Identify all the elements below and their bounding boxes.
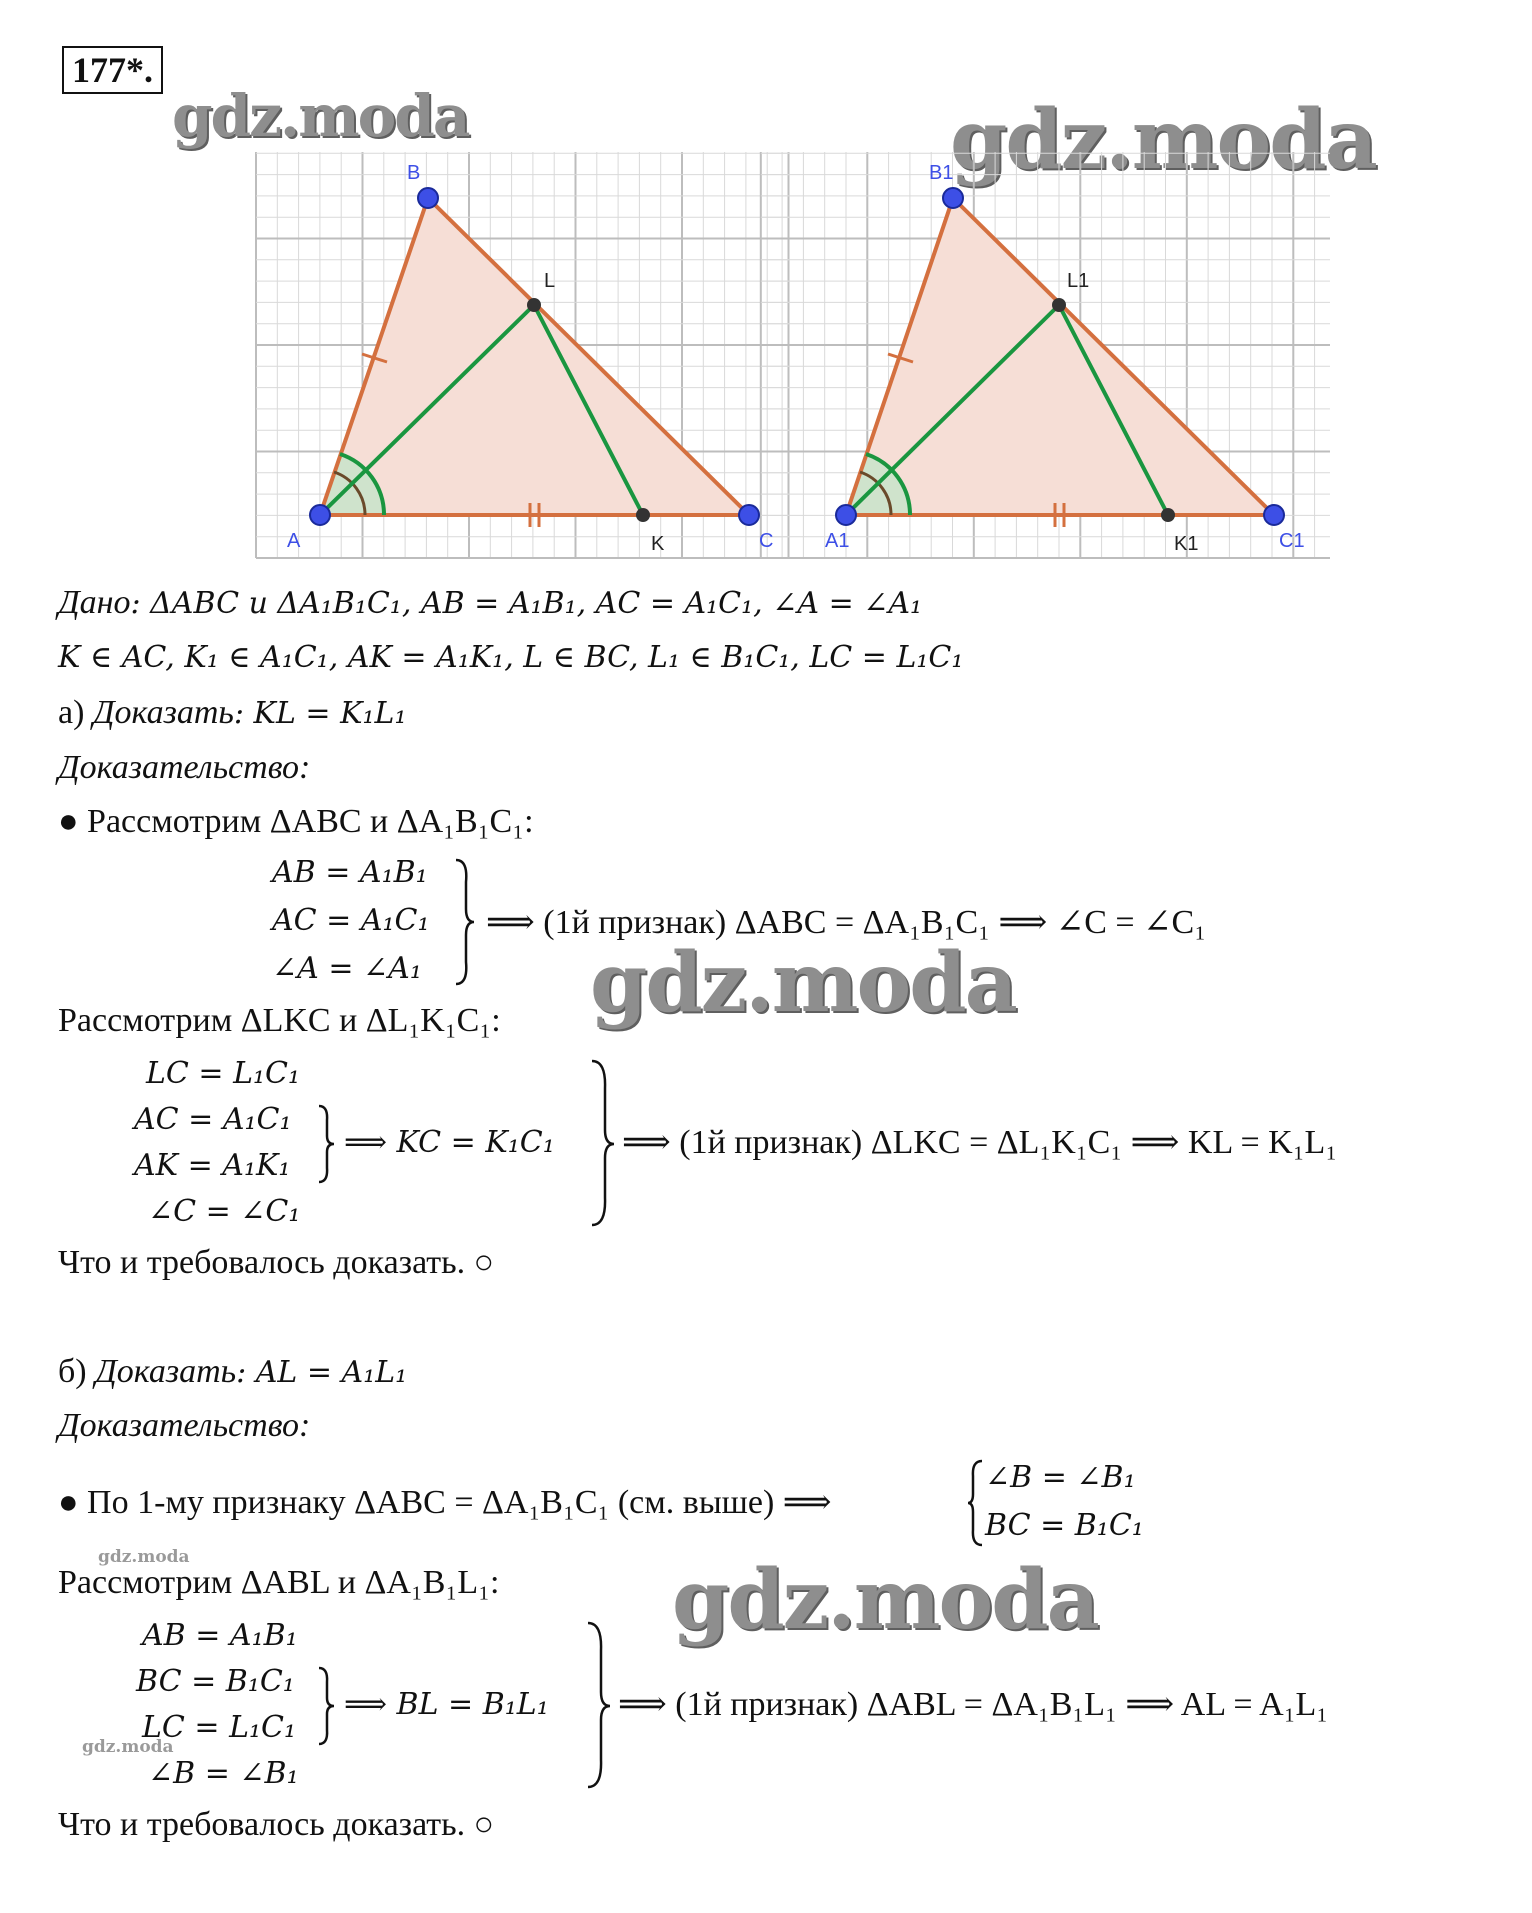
given-label: Дано xyxy=(58,584,131,621)
part-b-step1-brace xyxy=(966,1458,986,1548)
part-b-end: Что и требовалось доказать. ○ xyxy=(58,1806,495,1843)
given-line-2: K ∈ AC, K₁ ∈ A₁C₁, AK = A₁K₁, L ∈ BC, L₁ ∈ B₁C₁, LC = L₁C₁ xyxy=(58,640,964,675)
label-b: B xyxy=(407,162,421,184)
part-a-sys2-inner-1: AC = A₁C₁ xyxy=(134,1102,292,1137)
part-b-claim: : AL = A₁L₁ xyxy=(236,1355,408,1390)
part-b-sys-outer-top: AB = A₁B₁ xyxy=(142,1618,298,1653)
part-a-sys1-result: ⟹ (1й признак) ΔABC = ΔA₁B₁C₁ ⟹ ∠C = ∠C₁ xyxy=(486,904,1207,941)
part-a-sys1-row-1: AB = A₁B₁ xyxy=(272,855,428,890)
part-a-heading xyxy=(58,693,406,734)
part-a-prefix: а) xyxy=(58,694,93,731)
part-b-label: Доказать xyxy=(95,1353,237,1390)
label-a1: A1 xyxy=(825,530,850,552)
vertex-a1 xyxy=(836,505,856,525)
label-c: C xyxy=(759,530,774,552)
label-k1: K1 xyxy=(1174,533,1199,555)
watermark-top-right: gdz.moda xyxy=(950,92,1376,188)
watermark-small-2: gdz.moda xyxy=(82,1737,174,1757)
given-text-1: : ΔABC и ΔA₁B₁C₁, AB = A₁B₁, AC = A₁C₁, ∠A = ∠A₁ xyxy=(130,586,923,621)
part-b-sys-result: ⟹ (1й признак) ΔABL = ΔA₁B₁L₁ ⟹ AL = A₁L₁ xyxy=(618,1686,1329,1723)
part-a-sys2-inner-2: AK = A₁K₁ xyxy=(134,1148,291,1183)
part-a-sys1-row-3: ∠A = ∠A₁ xyxy=(272,951,422,986)
triangles-figure xyxy=(255,150,1355,580)
problem-number: 177*. xyxy=(62,46,163,94)
part-b-heading xyxy=(58,1352,407,1393)
given-line-1 xyxy=(58,583,922,624)
point-l xyxy=(527,298,541,312)
label-b1: B1 xyxy=(929,162,954,184)
label-k: K xyxy=(651,533,665,555)
part-a-proof-label: Доказательство: xyxy=(58,749,311,786)
part-a-step-2: Рассмотрим ΔLKC и ΔL₁K₁C₁: xyxy=(58,1002,501,1039)
part-b-step-1: ● По 1-му признаку ΔABC = ΔA₁B₁C₁ (см. выше) ⟹ xyxy=(58,1484,832,1521)
point-k xyxy=(636,508,650,522)
part-b-step1-sys-1: ∠B = ∠B₁ xyxy=(985,1460,1136,1495)
part-a-sys1-row-2: AC = A₁C₁ xyxy=(272,903,430,938)
point-l1 xyxy=(1052,298,1066,312)
label-l1: L1 xyxy=(1067,270,1090,292)
part-a-label: Доказать xyxy=(92,694,234,731)
part-b-sys-inner-result: ⟹ BL = B₁L₁ xyxy=(344,1687,549,1722)
part-a-sys2-outer-top: LC = L₁C₁ xyxy=(146,1056,301,1091)
part-a-sys2-result: ⟹ (1й признак) ΔLKC = ΔL₁K₁C₁ ⟹ KL = K₁L₁ xyxy=(622,1124,1338,1161)
watermark-top-left: gdz.moda xyxy=(172,82,469,150)
triangle-abc xyxy=(287,162,773,555)
part-b-sys-inner-1: BC = B₁C₁ xyxy=(136,1664,295,1699)
part-b-sys-inner-brace xyxy=(316,1666,338,1746)
part-a-sys1-brace xyxy=(452,857,478,987)
part-b-proof-label: Доказательство: xyxy=(58,1407,311,1444)
part-a-sys2-outer-bottom: ∠C = ∠C₁ xyxy=(148,1194,301,1229)
part-b-sys-outer-bottom: ∠B = ∠B₁ xyxy=(148,1756,299,1791)
watermark-small-1: gdz.moda xyxy=(98,1547,190,1567)
vertex-b1 xyxy=(943,188,963,208)
triangle-a1b1c1 xyxy=(825,162,1305,555)
point-k1 xyxy=(1161,508,1175,522)
part-a-sys2-outer-brace xyxy=(588,1058,618,1228)
part-a-step-1: ● Рассмотрим ΔABC и ΔA₁B₁C₁: xyxy=(58,803,534,840)
part-b-sys-inner-2: LC = L₁C₁ xyxy=(142,1710,297,1745)
label-a: A xyxy=(287,530,301,552)
label-l: L xyxy=(544,270,556,292)
part-b-step1-sys-2: BC = B₁C₁ xyxy=(985,1508,1144,1543)
part-a-sys2-inner-brace xyxy=(316,1104,338,1184)
part-a-end: Что и требовалось доказать. ○ xyxy=(58,1244,495,1281)
vertex-c xyxy=(739,505,759,525)
part-b-step-2: Рассмотрим ΔABL и ΔA₁B₁L₁: xyxy=(58,1564,500,1601)
part-a-sys2-inner-result: ⟹ KC = K₁C₁ xyxy=(344,1125,555,1160)
part-a-claim: : KL = K₁L₁ xyxy=(233,696,407,731)
watermark-lower: gdz.moda xyxy=(672,1552,1098,1648)
vertex-b xyxy=(418,188,438,208)
watermark-middle: gdz.moda xyxy=(590,935,1016,1031)
label-c1: C1 xyxy=(1279,530,1305,552)
part-b-sys-outer-brace xyxy=(584,1620,614,1790)
triangle-abc-fill xyxy=(320,198,749,515)
part-b-prefix: б) xyxy=(58,1353,96,1390)
vertex-a xyxy=(310,505,330,525)
vertex-c1 xyxy=(1264,505,1284,525)
